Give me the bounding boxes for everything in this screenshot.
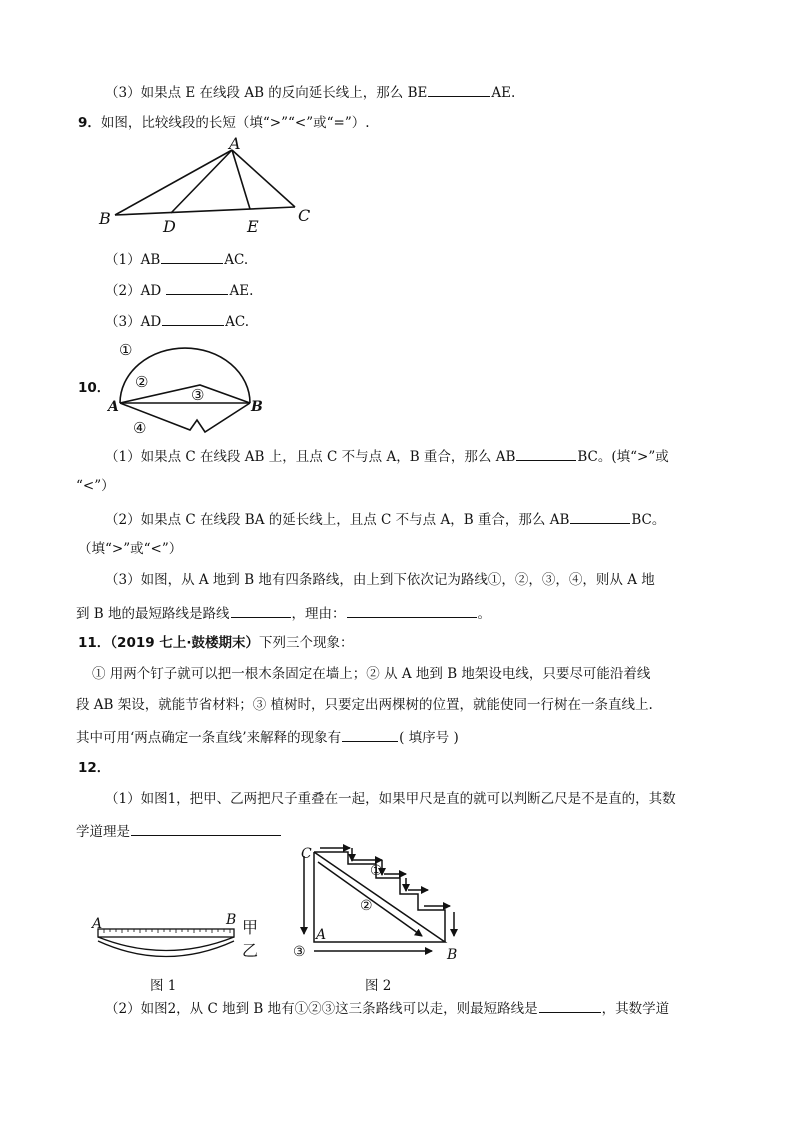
answer-blank[interactable] [570, 509, 630, 524]
label-b: B [251, 399, 263, 415]
label-a: A [229, 135, 241, 153]
q10-number: 10． [78, 380, 111, 396]
label-b: B [226, 912, 237, 928]
label-c: C [298, 206, 311, 225]
q12-part1-cont: 学道理是 [76, 821, 282, 841]
q11-line1: ① 用两个钉子就可以把一根木条固定在墙上；② 从 A 地到 B 地架设电线，只要尽可能沿着线 [92, 666, 651, 682]
answer-blank[interactable] [131, 821, 281, 836]
ruler-jia-label: 甲 [242, 918, 259, 937]
answer-blank[interactable] [428, 82, 490, 97]
label-e: E [247, 217, 259, 235]
route-2-label: ② [135, 373, 149, 391]
q10-part1: （1）如果点 C 在线段 AB 上，且点 C 不与点 A，B 重合，那么 AB BC。(填“>”或 [105, 446, 669, 466]
q9-stem: 9．如图，比较线段的长短（填“>”“<”或“=”）. [78, 115, 370, 131]
answer-blank[interactable] [161, 249, 223, 264]
answer-blank[interactable] [162, 311, 224, 326]
label-a: A [108, 399, 119, 415]
q11-line2: 段 AB 架设，就能节省材料；③ 植树时，只要定出两棵树的位置，就能使同一行树在一条直线上. [76, 697, 653, 713]
figure-2-caption: 图 2 [365, 978, 392, 994]
q12-part2: （2）如图2，从 C 地到 B 地有①②③这三条路线可以走，则最短路线是 ，其数学道 [105, 998, 669, 1018]
answer-blank[interactable] [166, 280, 228, 295]
q8-part3: （3）如果点 E 在线段 AB 的反向延长线上，那么 BE AE. [105, 82, 515, 102]
q9-part3: （3）AD AC. [105, 311, 249, 331]
segment-ad [171, 150, 232, 213]
route-4-label: ④ [133, 419, 147, 437]
label-c: C [301, 846, 312, 862]
route-figure-2 [290, 838, 470, 966]
route-1-label: ① [119, 341, 133, 359]
segment-ab [115, 150, 232, 215]
q12-part1: （1）如图1，把甲、乙两把尺子重叠在一起，如果甲尺是直的就可以判断乙尺是不是直的，其数 [105, 791, 676, 807]
q10-part2: （2）如果点 C 在线段 BA 的延长线上，且点 C 不与点 A，B 重合，那么 AB BC。 [105, 509, 665, 529]
label-a: A [316, 927, 327, 943]
route-2-label: ② [360, 898, 373, 914]
q9-part1: （1）AB AC. [105, 249, 248, 269]
route-3-label: ③ [191, 386, 205, 404]
label-b: B [99, 209, 111, 228]
figure-1-caption: 图 1 [150, 978, 177, 994]
ruler-yi-label: 乙 [242, 941, 259, 960]
answer-blank[interactable] [516, 446, 576, 461]
q10-part2-cont: （填“>”或“<”） [78, 541, 183, 557]
answer-blank[interactable] [231, 603, 291, 618]
q10-routes-figure [105, 338, 270, 438]
ruler-figure-1 [90, 900, 265, 970]
q9-triangle-figure [95, 135, 320, 235]
q10-part3-cont: 到 B 地的最短路线是路线 ，理由： 。 [76, 603, 491, 623]
route-1-label: ① [370, 863, 383, 879]
answer-blank[interactable] [342, 727, 398, 742]
label-a: A [92, 916, 103, 932]
q11-stem: 11．（2019 七上·鼓楼期末）下列三个现象： [78, 635, 354, 651]
segment-bc [115, 207, 295, 215]
answer-blank[interactable] [347, 603, 477, 618]
q10-part1-cont: “<”） [76, 478, 115, 494]
label-d: D [163, 217, 176, 235]
q9-part2: （2）AD AE. [105, 280, 253, 300]
q12-number: 12． [78, 760, 111, 776]
label-b: B [447, 947, 458, 963]
q10-part3: （3）如图，从 A 地到 B 地有四条路线，由上到下依次记为路线①，②，③，④，则从 A 地 [105, 572, 655, 588]
q11-line3: 其中可用‘两点确定一条直线’来解释的现象有 ( 填序号 ) [76, 727, 459, 747]
ruler-jia [98, 929, 234, 937]
answer-blank[interactable] [539, 998, 601, 1013]
route-3-label: ③ [293, 944, 306, 960]
